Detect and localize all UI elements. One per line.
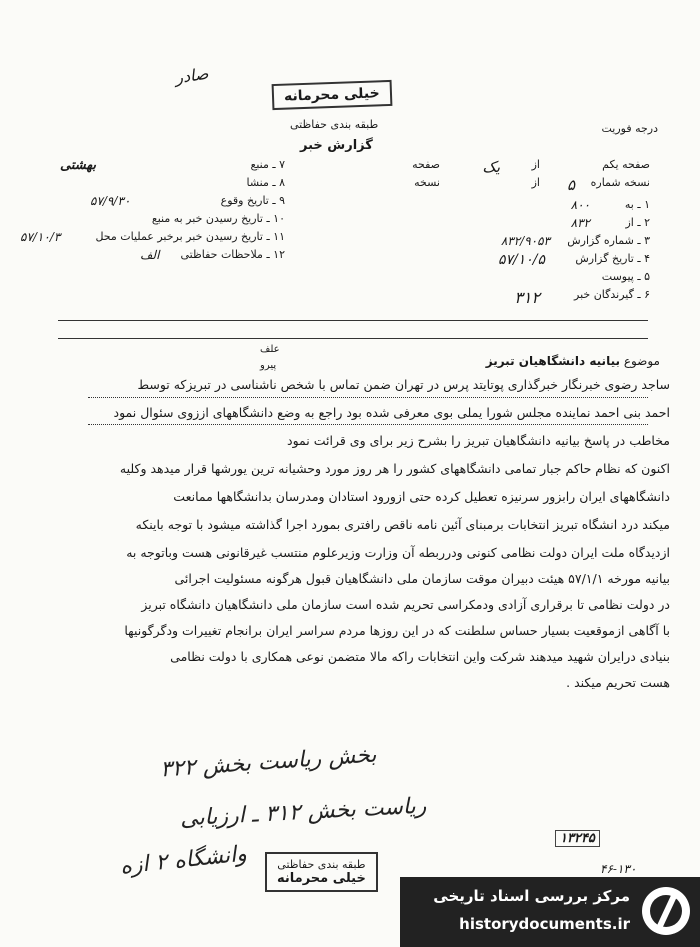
side-note: پیرو (260, 360, 277, 371)
field-attachment (300, 270, 650, 283)
left-fields (20, 158, 285, 268)
divider (58, 338, 648, 339)
field-value: ۸۰۰ (570, 198, 590, 212)
bottom-stamp-text: خیلی محرمانه (277, 871, 366, 886)
bottom-stamp-sub: طبقه بندی حفاظتی (277, 858, 366, 871)
subject-line (486, 354, 660, 368)
field-label: ۱۰ ـ تاریخ رسیدن خبر به منبع (151, 212, 285, 225)
underline-mark (88, 397, 648, 398)
side-note: علف (260, 344, 280, 355)
field-label: ۵ ـ پیوست (601, 270, 650, 283)
divider (58, 320, 648, 321)
handwritten-note: ریاست بخش ۳۱۲ ـ ارزیابی (179, 793, 427, 832)
body-line: بیانیه مورخه ۵۷/۱/۱ هیئت دبیران موقت سازمان ملی دانشگاهیان قبول هرگونه مسئولیت اجرائی (174, 571, 670, 586)
field-from (300, 216, 650, 229)
field-label: ۷ ـ منبع (250, 158, 285, 171)
subject-label: موضوع (623, 354, 660, 368)
handwritten-note: بخش ریاست بخش ۳۲۲ (159, 742, 378, 783)
field-unit: صفحه (412, 158, 440, 171)
classification-label: طبقه بندی حفاظتی (290, 118, 379, 131)
body-line: با آگاهی ازموقعیت بسیار حساس سلطنت که در این روزها مردم سراسر ایران برانجام تغییرات ودگرگونیها (124, 623, 670, 638)
watermark-title: مرکز بررسی اسناد تاریخی (433, 887, 630, 905)
field-event-date (40, 194, 285, 207)
field-value: ۵۷/۹/۳۰ (90, 194, 131, 208)
field-value: بهشتی (60, 158, 96, 173)
field-label: نسخه شماره (590, 176, 650, 189)
body-line: بنیادی درایران شهید میدهند شرکت واین انتخابات راکه مالا متضمن نوعی همکاری با دولت نظامی (170, 649, 670, 664)
body-line: در دولت نظامی تا برقراری آزادی ودمکراسی تحریم شده است سازمان ملی دانشگاهیان دانشگاه تبریز (141, 597, 670, 612)
bottom-number-stamp: ۱۳۲۴۵ (555, 830, 600, 847)
body-line: دانشگاههای ایران رابزور سرنیزه تعطیل کرده حتی ازورود استادان ومدرسان بدانشگاهها ممانعت (173, 489, 670, 504)
underline-mark (88, 424, 648, 425)
field-value: ۵۷/۱۰/۳ (20, 230, 61, 244)
body-line: هست تحریم میکند . (566, 675, 670, 690)
field-label: صفحه یکم (602, 158, 650, 171)
watermark-banner (400, 877, 700, 947)
field-value: الف (140, 248, 160, 262)
subject-text: بیانیه دانشگاهیان تبریز (485, 354, 620, 368)
field-value: ۵ (566, 176, 575, 194)
right-fields (300, 158, 650, 308)
field-label: ۱۱ ـ تاریخ رسیدن خبر برخبر عملیات محل (95, 230, 285, 243)
field-value: یک (482, 158, 500, 176)
field-label: ۸ ـ منشا (246, 176, 285, 189)
page-code: ۴۶-۱۳۰ (600, 862, 637, 876)
field-label: ۴ ـ تاریخ گزارش (575, 252, 650, 265)
archive-logo-icon (642, 887, 690, 935)
field-label: ۹ ـ تاریخ وقوع (220, 194, 285, 207)
field-ops-receipt-date (20, 230, 285, 244)
body-line: احمد بنی احمد نماینده مجلس شورا یملی بوی معرفی شده بود راجع به وضع دانشگاههای اززوی سئوال نمود (113, 405, 670, 420)
field-page (300, 158, 650, 176)
field-value: ۸۳۲/۹۰۵۳ (500, 234, 550, 248)
field-unit: نسخه (414, 176, 440, 189)
field-security-notes (40, 248, 285, 261)
field-label: ۱ ـ به (624, 198, 650, 211)
field-report-number (300, 234, 650, 247)
field-mid: از (531, 176, 540, 189)
field-label: ۱۲ ـ ملاحظات حفاظتی (180, 248, 285, 261)
field-mid: از (531, 158, 540, 171)
field-copy (300, 176, 650, 194)
bottom-classification-stamp (265, 852, 378, 892)
field-report-date (300, 252, 650, 268)
field-value: ۸۳۲ (570, 216, 590, 230)
field-source (40, 158, 285, 171)
body-line: ساجد رضوی خبرنگار خبرگذاری پوتایتد پرس در تهران ضمن تماس با شخص ناشناسی در تبریزکه توسط (137, 377, 670, 392)
field-label: ۶ ـ گیرندگان خبر (574, 288, 650, 301)
watermark-url: historydocuments.ir (459, 915, 630, 933)
report-title: گزارش خبر (300, 138, 373, 153)
body-line: میکند درد انشگاه تبریز انتخابات برمبنای آئین نامه ناقص رافتری بمورد اجرا گذاشته میشود با توجه باینکه (135, 517, 670, 532)
body-line: مخاطب در پاسخ بیانیه دانشگاهیان تبریز را بشرح زیر برای وی قرائت نمود (287, 433, 670, 448)
body-line: ازدیدگاه ملت ایران دولت نظامی کنونی ودرربطه آن وزارت وزیرعلوم منتسب غیرقانونی هست وباتوجه به (126, 545, 670, 560)
field-origin (40, 176, 285, 189)
field-to (300, 198, 650, 211)
field-value: ۵۷/۱۰/۵ (497, 252, 545, 268)
field-recipients (300, 288, 650, 307)
handwritten-signature: وانشگاه ۲ ازه (119, 841, 248, 880)
field-value: ۳۱۲ (514, 288, 540, 307)
field-label: ۳ ـ شماره گزارش (567, 234, 650, 247)
handwritten-top-note: صادر (173, 63, 210, 88)
field-source-receipt-date (40, 212, 285, 225)
body-line: اکنون که نظام حاکم جبار تمامی دانشگاههای کشور را هر روز مورد وحشیانه ترین یورشها قرار میدهد وکلیه (119, 461, 670, 476)
classification-stamp: خیلی محرمانه (272, 80, 393, 110)
field-label: ۲ ـ از (625, 216, 650, 229)
priority-label: درجه فوریت (601, 122, 658, 135)
